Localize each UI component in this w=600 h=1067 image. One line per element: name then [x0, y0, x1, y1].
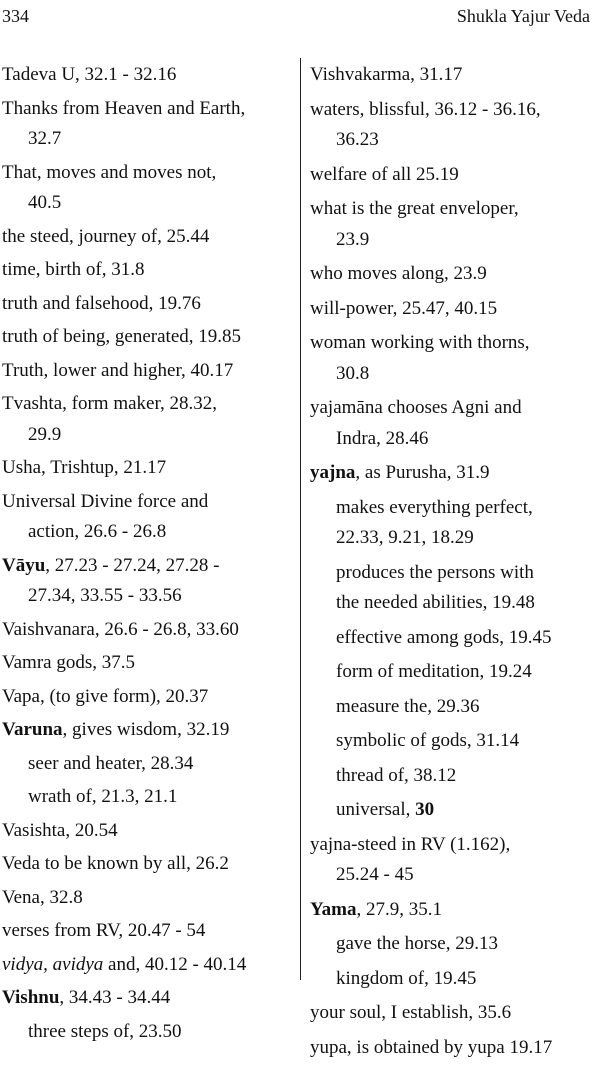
- entry-line: [2, 883, 294, 914]
- entry-line: [310, 895, 598, 926]
- entry-line: [310, 830, 598, 861]
- entry-headword: Varuna: [2, 719, 63, 740]
- entry-line: [310, 60, 598, 91]
- entry-text: verses from RV, 20.47 - 54: [2, 920, 206, 941]
- entry-text: truth of being, generated, 19.85: [2, 326, 242, 347]
- entry-text: Universal Divine force and: [2, 490, 209, 512]
- entry-text: Vasishta, 20.54: [2, 819, 118, 841]
- entry-line: [336, 795, 598, 826]
- entry-line: [336, 692, 598, 723]
- index-entry: [2, 615, 294, 646]
- entry-text: 30.8: [336, 362, 370, 384]
- index-entry: [310, 998, 598, 1029]
- entry-text: Truth, lower and higher, 40.17: [2, 359, 234, 381]
- entry-line: [336, 588, 598, 619]
- entry-text: 36.23: [336, 129, 379, 150]
- index-entry: [2, 487, 294, 548]
- entry-line: [2, 816, 294, 847]
- entry-line: [310, 998, 598, 1029]
- entry-line: [2, 581, 294, 612]
- index-entry: [2, 289, 294, 320]
- entry-line: [310, 393, 598, 424]
- entry-line: [310, 294, 598, 325]
- entry-text: your soul, I establish, 35.6: [310, 1002, 512, 1023]
- index-entry: [2, 389, 294, 450]
- entry-text: 22.33, 9.21, 18.29: [336, 527, 474, 548]
- index-subentry: [310, 623, 598, 654]
- entry-line: [28, 749, 294, 780]
- index-entry: [310, 895, 598, 926]
- index-column-left: [2, 60, 294, 1050]
- entry-line: [2, 289, 294, 320]
- entry-line: [28, 782, 294, 813]
- entry-text: makes everything perfect,: [336, 496, 533, 518]
- entry-line: [2, 849, 294, 880]
- entry-text: Vena, 32.8: [2, 886, 83, 908]
- entry-line: [2, 322, 294, 353]
- entry-line: [336, 558, 598, 589]
- index-entry: [310, 294, 598, 325]
- entry-text: measure the, 29.36: [336, 695, 480, 717]
- index-entry: [310, 328, 598, 389]
- entry-bold-ref: 30: [415, 799, 435, 820]
- entry-text: yajamāna chooses Agni and: [310, 397, 522, 418]
- entry-line: [2, 188, 294, 219]
- entry-text: symbolic of gods, 31.14: [336, 730, 520, 751]
- entry-line: [2, 615, 294, 646]
- entry-text: , gives wisdom, 32.19: [62, 719, 230, 740]
- entry-line: [2, 682, 294, 713]
- entry-line: [310, 225, 598, 256]
- entry-text: gave the horse, 29.13: [336, 933, 498, 954]
- index-column-right: [310, 60, 598, 1067]
- entry-text: Thanks from Heaven and Earth,: [2, 97, 246, 119]
- index-subentry: [310, 795, 598, 826]
- entry-line: [310, 860, 598, 891]
- entry-text: , 34.43 - 34.44: [59, 987, 171, 1008]
- index-entry: [2, 816, 294, 847]
- index-entry: [2, 453, 294, 484]
- index-entry: [2, 551, 294, 612]
- entry-headword: yajna: [310, 462, 356, 483]
- column-divider: [300, 58, 301, 980]
- entry-headword: Vishnu: [2, 987, 60, 1008]
- page-number: 334: [2, 6, 29, 26]
- index-entry: [2, 94, 294, 155]
- index-entry: [310, 458, 598, 489]
- index-entry: [310, 259, 598, 290]
- entry-text: , 27.9, 35.1: [356, 898, 442, 920]
- entry-line: [28, 1017, 294, 1048]
- entry-text: the needed abilities, 19.48: [336, 592, 535, 613]
- entry-line: [310, 160, 598, 191]
- entry-line: [336, 761, 598, 792]
- entry-line: [336, 726, 598, 757]
- entry-text: Tvashta, form maker, 28.32,: [2, 393, 218, 414]
- entry-text: produces the persons with: [336, 561, 534, 583]
- entry-line: [2, 715, 294, 746]
- entry-text: universal,: [336, 799, 416, 820]
- entry-text: 25.24 - 45: [336, 864, 414, 885]
- entry-line: [2, 648, 294, 679]
- page-header: [0, 0, 600, 36]
- index-entry: [310, 194, 598, 255]
- entry-text: Veda to be known by all, 26.2: [2, 853, 229, 874]
- index-entry: [310, 60, 598, 91]
- entry-text: , as Purusha, 31.9: [355, 462, 490, 483]
- entry-text: who moves along, 23.9: [310, 263, 487, 284]
- entry-text: effective among gods, 19.45: [336, 626, 552, 648]
- entry-text: three steps of, 23.50: [28, 1020, 182, 1042]
- entry-line: [336, 493, 598, 524]
- entry-italic-term: vidya, avidya: [2, 953, 104, 975]
- entry-text: Usha, Trishtup, 21.17: [2, 457, 167, 478]
- entry-line: [2, 222, 294, 253]
- entry-text: Vamra gods, 37.5: [2, 652, 135, 673]
- entry-text: Vishvakarma, 31.17: [310, 64, 463, 85]
- entry-line: [310, 125, 598, 156]
- index-entry: [2, 916, 294, 947]
- entry-line: [2, 551, 294, 582]
- entry-text: yajna-steed in RV (1.162),: [310, 833, 511, 855]
- entry-text: welfare of all 25.19: [310, 163, 459, 185]
- entry-line: [2, 158, 294, 189]
- entry-line: [336, 929, 598, 960]
- index-entry: [2, 715, 294, 746]
- entry-text: 29.9: [28, 423, 62, 445]
- entry-line: [2, 487, 294, 518]
- index-subentry: [2, 1017, 294, 1048]
- index-subentry: [310, 929, 598, 960]
- index-subentry: [310, 657, 598, 688]
- index-entry: [2, 883, 294, 914]
- entry-text: 32.7: [28, 128, 62, 149]
- entry-text: the steed, journey of, 25.44: [2, 225, 210, 247]
- index-subentry: [310, 964, 598, 995]
- entry-line: [2, 517, 294, 548]
- entry-text: Vapa, (to give form), 20.37: [2, 685, 209, 707]
- index-subentry: [310, 493, 598, 554]
- entry-line: [336, 623, 598, 654]
- entry-text: kingdom of, 19.45: [336, 967, 477, 989]
- entry-line: [336, 523, 598, 554]
- entry-text: That, moves and moves not,: [2, 161, 217, 183]
- index-entry: [2, 222, 294, 253]
- entry-text: 23.9: [336, 228, 370, 250]
- entry-line: [336, 964, 598, 995]
- entry-line: [2, 950, 294, 981]
- index-entry: [2, 950, 294, 981]
- index-entry: [2, 255, 294, 286]
- entry-text: Tadeva U, 32.1 - 32.16: [2, 64, 177, 85]
- index-subentry: [310, 692, 598, 723]
- index-subentry: [2, 782, 294, 813]
- entry-text: what is the great enveloper,: [310, 198, 519, 219]
- entry-text: Indra, 28.46: [336, 427, 429, 449]
- entry-line: [2, 255, 294, 286]
- entry-line: [2, 94, 294, 125]
- entry-text: form of meditation, 19.24: [336, 661, 532, 682]
- entry-text: truth and falsehood, 19.76: [2, 292, 201, 314]
- index-entry: [2, 322, 294, 353]
- entry-line: [310, 259, 598, 290]
- index-entry: [310, 160, 598, 191]
- entry-line: [310, 458, 598, 489]
- index-subentry: [310, 558, 598, 619]
- entry-line: [336, 657, 598, 688]
- entry-text: thread of, 38.12: [336, 764, 457, 786]
- entry-text: time, birth of, 31.8: [2, 259, 145, 280]
- entry-line: [2, 356, 294, 387]
- entry-text: 40.5: [28, 192, 62, 213]
- entry-line: [2, 983, 294, 1014]
- entry-line: [310, 1033, 598, 1064]
- running-title: Shukla Yajur Veda: [456, 6, 590, 26]
- entry-line: [2, 124, 294, 155]
- entry-text: seer and heater, 28.34: [28, 752, 194, 774]
- index-entry: [2, 60, 294, 91]
- entry-text: Vaishvanara, 26.6 - 26.8, 33.60: [2, 618, 239, 640]
- entry-text: action, 26.6 - 26.8: [28, 521, 167, 542]
- entry-line: [310, 328, 598, 359]
- entry-headword: Yama: [310, 898, 357, 920]
- index-subentry: [310, 761, 598, 792]
- entry-line: [2, 916, 294, 947]
- index-entry: [310, 830, 598, 891]
- entry-line: [310, 95, 598, 126]
- index-entry: [2, 682, 294, 713]
- index-entry: [310, 393, 598, 454]
- entry-line: [310, 359, 598, 390]
- entry-text: , 27.23 - 27.24, 27.28 -: [45, 554, 220, 576]
- index-entry: [2, 648, 294, 679]
- entry-text: 27.34, 33.55 - 33.56: [28, 585, 182, 606]
- entry-line: [2, 453, 294, 484]
- entry-text: waters, blissful, 36.12 - 36.16,: [310, 98, 541, 120]
- entry-line: [2, 420, 294, 451]
- entry-line: [310, 424, 598, 455]
- index-subentry: [2, 749, 294, 780]
- entry-headword: Vāyu: [2, 554, 46, 576]
- entry-text: yupa, is obtained by yupa 19.17: [310, 1036, 553, 1058]
- entry-text: will-power, 25.47, 40.15: [310, 297, 498, 319]
- index-entry: [310, 1033, 598, 1064]
- index-entry: [2, 983, 294, 1014]
- entry-text: and, 40.12 - 40.14: [103, 953, 247, 975]
- index-entry: [310, 95, 598, 156]
- entry-text: wrath of, 21.3, 21.1: [28, 786, 178, 807]
- entry-line: [310, 194, 598, 225]
- entry-text: woman working with thorns,: [310, 332, 530, 353]
- index-entry: [2, 849, 294, 880]
- entry-line: [2, 60, 294, 91]
- index-entry: [2, 356, 294, 387]
- entry-line: [2, 389, 294, 420]
- index-entry: [2, 158, 294, 219]
- index-subentry: [310, 726, 598, 757]
